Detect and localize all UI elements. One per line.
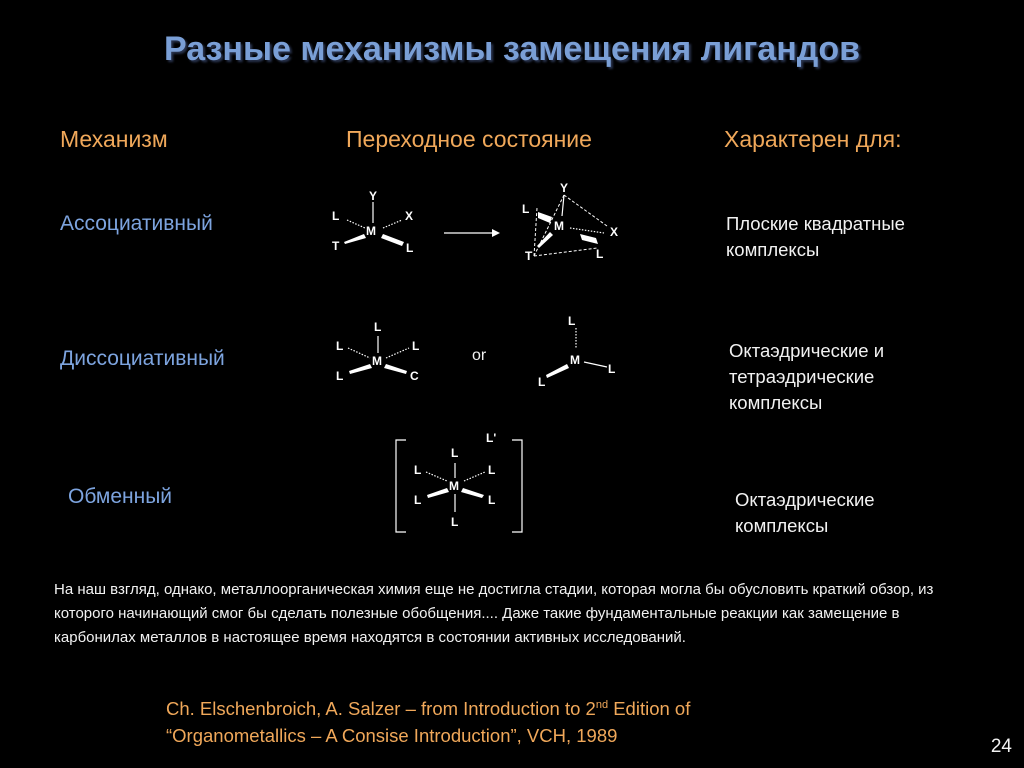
atom-label: L [596,247,604,261]
reaction-arrow [440,225,504,241]
quote-paragraph: На наш взгляд, однако, металлоорганическая химия еще не достигла стадии, которая могла бы обусловить краткий обзор, из которого начинающий смог бы сделать полезные обобщения.... Даже такие фундаментальные реакции как замещение в карбонилах металлов в настоящее время находятся в состоянии активных исследований. [54,581,934,646]
dissociative-trigonal-diagram [530,310,630,390]
atom-label: L [451,446,459,460]
slide-title: Разные механизмы замещения лигандов [163,30,861,68]
atom-label: L [568,314,576,328]
atom-label: L [374,320,382,334]
atom-label: M [366,224,376,238]
mechanism-associative: Ассоциативный [60,212,213,235]
atom-label: M [554,219,564,233]
citation-line-2: “Organometallics – A Consise Introduction”, VCH, 1989 [166,725,618,747]
atom-label: X [610,225,619,239]
atom-label: T [332,239,340,253]
header-typical-for: Характерен для: [724,126,902,152]
atom-label: L [538,375,546,389]
atom-label: T [525,249,533,263]
typical-line: тетраэдрические [729,366,875,387]
citation [166,692,866,749]
typical-associative [726,211,905,263]
typical-line: комплексы [735,515,829,536]
citation-line-1 [166,692,866,722]
atom-label: L [488,493,496,507]
atom-label: L [608,362,616,376]
citation-text: Ch. Elschenbroich, A. Salzer – from Introduction to 2 [166,698,596,720]
typical-dissociative [729,338,884,416]
atom-label: L [336,339,344,353]
atom-label: L [406,241,414,255]
atom-label: L [451,515,459,529]
typical-line: Октаэдрические [735,489,875,510]
atom-label: M [449,479,459,493]
atom-label: L [336,369,344,383]
atom-label: L [522,202,530,216]
associative-reactant-diagram [320,182,430,262]
atom-label: Y [369,189,378,203]
dissociative-pyramid-diagram [330,318,430,388]
typical-line: Октаэдрические и [729,340,885,361]
atom-label: X [405,209,414,223]
atom-label: L [412,339,420,353]
atom-label: L [414,493,422,507]
typical-line: комплексы [726,239,820,260]
mechanism-interchange: Обменный [68,485,173,508]
or-label: or [472,347,487,364]
atom-label: L' [486,431,497,445]
citation-text: Edition of [608,698,691,720]
typical-line: комплексы [729,392,823,413]
associative-transition-diagram [512,178,632,268]
header-mechanism: Механизм [60,126,168,152]
typical-interchange [735,487,875,539]
atom-label: C [410,369,419,383]
atom-label: M [570,353,580,367]
interchange-octahedral-diagram [390,428,530,538]
mechanism-dissociative: Диссоциативный [60,347,225,370]
citation-superscript: nd [595,699,609,711]
atom-label: Y [560,181,569,195]
atom-label: L [332,209,340,223]
page-number: 24 [990,736,1012,757]
header-transition-state: Переходное состояние [346,126,592,152]
atom-label: M [372,354,382,368]
atom-label: L [488,463,496,477]
typical-line: Плоские квадратные [726,213,905,234]
atom-label: L [414,463,422,477]
